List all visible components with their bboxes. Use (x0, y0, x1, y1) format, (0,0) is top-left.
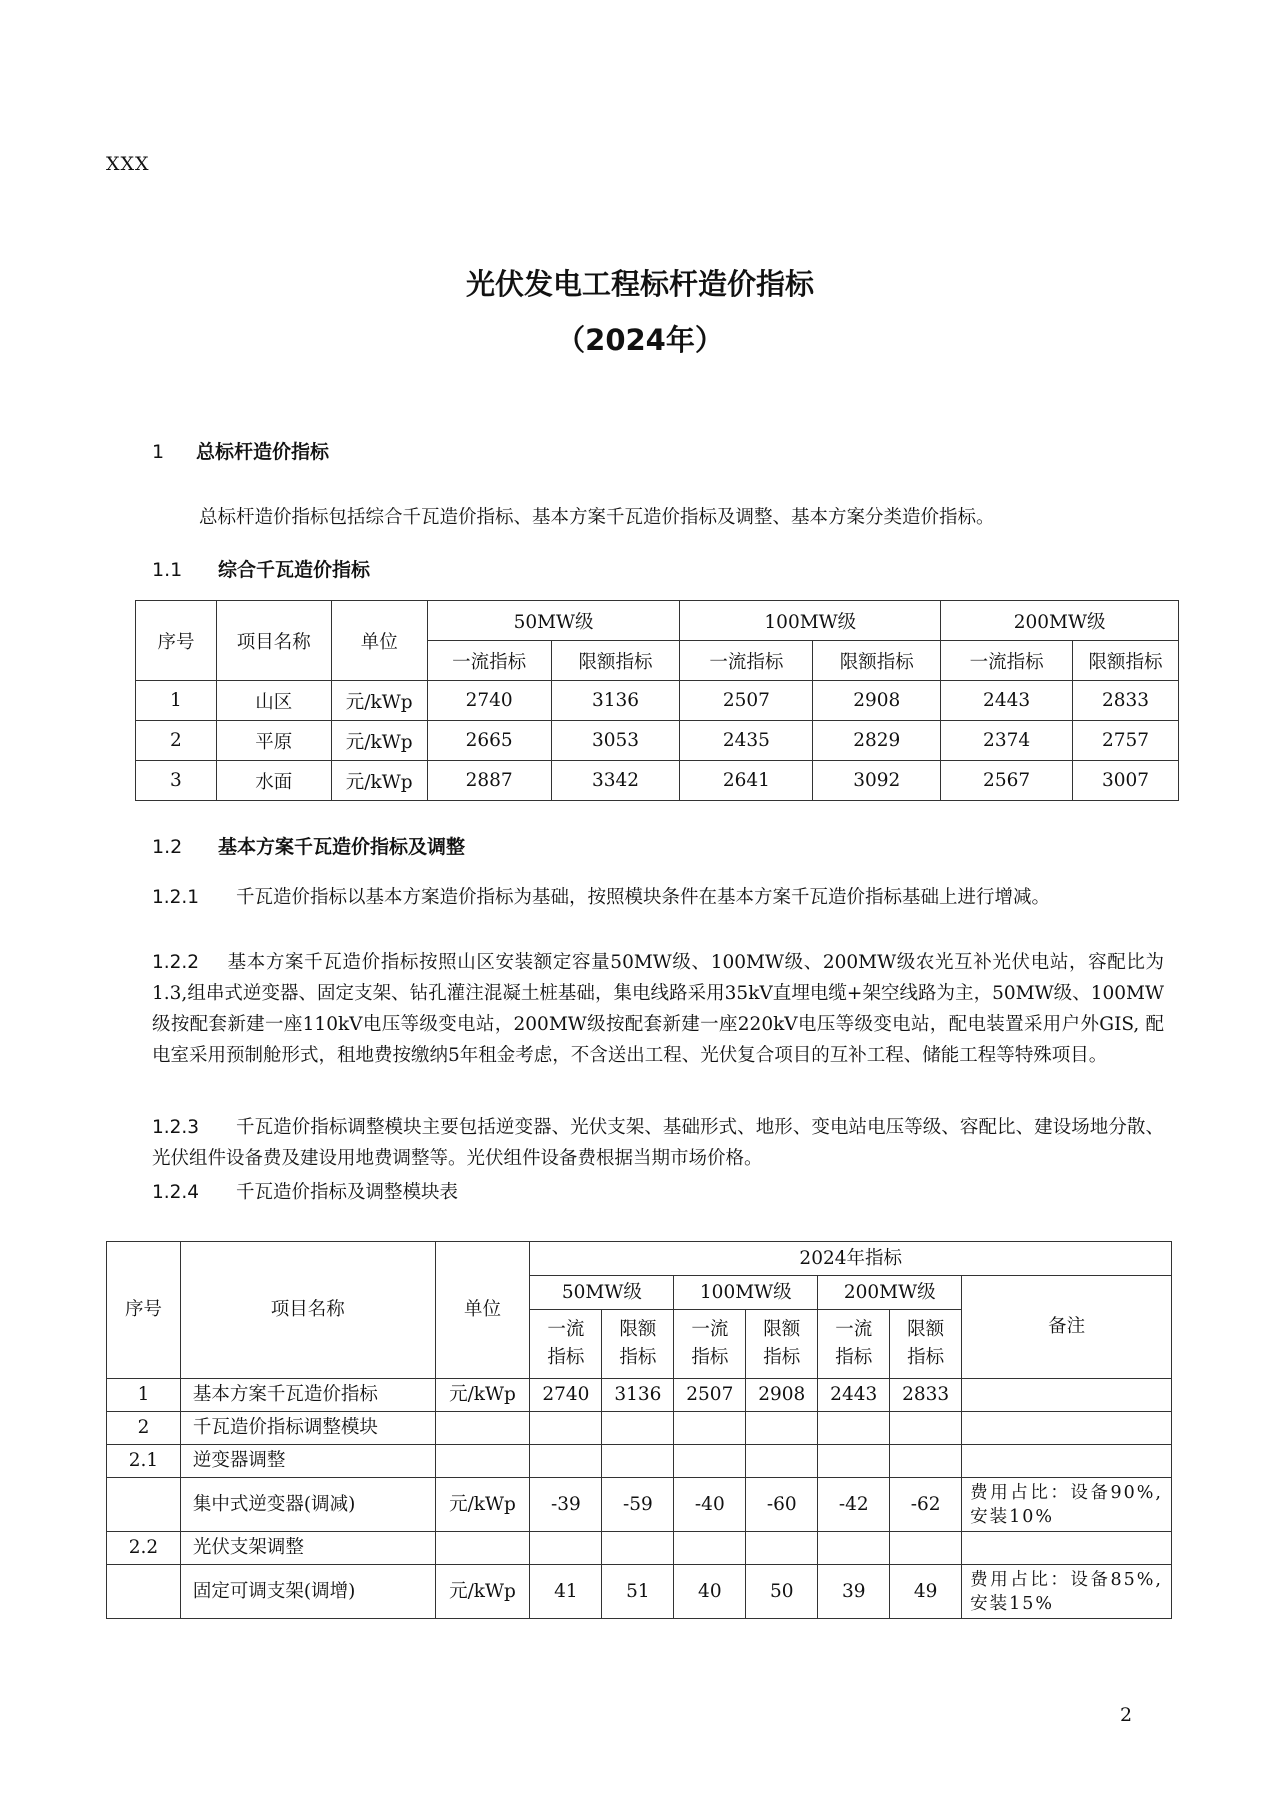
table-cell: 41 (530, 1565, 602, 1619)
table-cell: 2908 (813, 681, 941, 721)
table-cell: 2443 (941, 681, 1073, 721)
table-cell: 2757 (1073, 721, 1179, 761)
header-cell: 序号 (136, 601, 217, 681)
paragraph-text: 千瓦造价指标及调整模块表 (236, 1182, 459, 1203)
table-cell (818, 1412, 890, 1445)
page-number: 2 (1120, 1704, 1133, 1726)
table-cell (435, 1445, 530, 1478)
table-cell (746, 1412, 818, 1445)
document-title: 光伏发电工程标杆造价指标 (465, 267, 814, 301)
table-cell (890, 1412, 962, 1445)
header-cell: 一流指标 (530, 1310, 602, 1379)
paragraph-number: 1.2.2 (152, 952, 200, 973)
section-label: 总标杆造价指标 (196, 441, 330, 463)
header-cell: 限额指标 (890, 1310, 962, 1379)
section-1-intro: 总标杆造价指标包括综合千瓦造价指标、基本方案千瓦造价指标及调整、基本方案分类造价指标。 (199, 507, 995, 528)
table-cell: 元/kWp (331, 681, 427, 721)
table-cell: 3 (136, 761, 217, 801)
header-cell: 限额指标 (551, 641, 680, 681)
table-header-row (107, 1242, 1172, 1276)
table-row (107, 1445, 1172, 1478)
table-cell: 2.1 (107, 1445, 181, 1478)
table-cell: 3342 (551, 761, 680, 801)
table-cell: 2435 (680, 721, 813, 761)
table-row (107, 1412, 1172, 1445)
header-cell: 一流指标 (674, 1310, 746, 1379)
paragraph-text: 基本方案千瓦造价指标按照山区安装额定容量50MW级、100MW级、200MW级农光互补光伏电站，容配比为1.3,组串式逆变器、固定支架、钻孔灌注混凝土桩基础，集电线路采用35kV直埋电缆+架空线路为主，50MW级、100MW级按配套新建一座110kV电压等级变电站，200MW级按配套新建一座220kV电压等级变电站，配电装置采用户外GIS, 配电室采用预制舱形式，租地费按缴纳5年租金考虑，不含送出工程、光伏复合项目的互补工程、储能工程等特殊项目。 (152, 952, 1164, 1066)
table-cell (107, 1565, 181, 1619)
table-cell (530, 1532, 602, 1565)
table-cell (962, 1532, 1172, 1565)
header-mark: XXX (106, 153, 150, 175)
table-cell: 平原 (216, 721, 331, 761)
table-cell (674, 1532, 746, 1565)
table-cell: 2833 (890, 1379, 962, 1412)
table-cell: 逆变器调整 (180, 1445, 435, 1478)
table-cell (602, 1445, 674, 1478)
table-cell: 基本方案千瓦造价指标 (180, 1379, 435, 1412)
paragraph-number: 1.2.3 (152, 1117, 200, 1138)
header-cell: 一流指标 (818, 1310, 890, 1379)
document-subtitle: （2024年） (556, 323, 724, 357)
table-cell: -62 (890, 1478, 962, 1532)
header-cell: 一流指标 (427, 641, 551, 681)
header-cell: 200MW级 (941, 601, 1179, 641)
paragraph-number: 1.2.4 (152, 1182, 200, 1203)
table-cell: 3007 (1073, 761, 1179, 801)
table-cell: 水面 (216, 761, 331, 801)
paragraph-1-2-3 (152, 1112, 1164, 1174)
table-cell: 千瓦造价指标调整模块 (180, 1412, 435, 1445)
paragraph-text: 千瓦造价指标调整模块主要包括逆变器、光伏支架、基础形式、地形、变电站电压等级、容配比、建设场地分散、光伏组件设备费及建设用地费调整等。光伏组件设备费根据当期市场价格。 (152, 1117, 1164, 1169)
table-cell: 3053 (551, 721, 680, 761)
section-number: 1 (152, 441, 165, 463)
table-cell (530, 1445, 602, 1478)
table-cell: 3136 (551, 681, 680, 721)
paragraph-1-2-1 (152, 882, 1164, 913)
table-cell: 3092 (813, 761, 941, 801)
table-cell: 39 (818, 1565, 890, 1619)
header-cell: 序号 (107, 1242, 181, 1379)
header-cell: 限额指标 (813, 641, 941, 681)
table-cell (962, 1412, 1172, 1445)
table-cell (746, 1445, 818, 1478)
header-cell: 限额指标 (746, 1310, 818, 1379)
section-number: 1.2 (152, 836, 183, 858)
table-cell: -40 (674, 1478, 746, 1532)
header-cell: 200MW级 (818, 1276, 962, 1310)
table-cell-note: 费用占比：设备90%,安装10% (962, 1478, 1172, 1532)
table-cell (818, 1445, 890, 1478)
header-cell: 项目名称 (216, 601, 331, 681)
header-cell: 备注 (962, 1276, 1172, 1379)
table-cell: 40 (674, 1565, 746, 1619)
table-cell: 2829 (813, 721, 941, 761)
header-cell: 一流指标 (941, 641, 1073, 681)
table-cell: 1 (107, 1379, 181, 1412)
table-cell: 2887 (427, 761, 551, 801)
table-cell-note: 费用占比：设备85%,安装15% (962, 1565, 1172, 1619)
header-cell: 2024年指标 (530, 1242, 1172, 1276)
table-cell: 1 (136, 681, 217, 721)
section-1-heading (152, 437, 329, 464)
table-cell (890, 1445, 962, 1478)
table-cell: 集中式逆变器(调减) (180, 1478, 435, 1532)
header-cell: 50MW级 (530, 1276, 674, 1310)
header-cell: 100MW级 (680, 601, 941, 641)
table-cell: 元/kWp (331, 721, 427, 761)
table-cell: 2740 (530, 1379, 602, 1412)
section-number: 1.1 (152, 559, 183, 581)
table-cell (674, 1412, 746, 1445)
table-cell: 元/kWp (435, 1379, 530, 1412)
table-cell: 2740 (427, 681, 551, 721)
table-cell: -39 (530, 1478, 602, 1532)
header-cell: 项目名称 (180, 1242, 435, 1379)
table-cell: 2 (136, 721, 217, 761)
table-cell: 2.2 (107, 1532, 181, 1565)
table-row (107, 1532, 1172, 1565)
section-label: 基本方案千瓦造价指标及调整 (218, 836, 466, 858)
table-row (107, 1565, 1172, 1619)
header-cell: 50MW级 (427, 601, 680, 641)
table-cell: 2665 (427, 721, 551, 761)
table-cell (890, 1532, 962, 1565)
table-cell: 2641 (680, 761, 813, 801)
table-cell (962, 1379, 1172, 1412)
table-cell (962, 1445, 1172, 1478)
table-row (136, 721, 1179, 761)
table-cell (674, 1445, 746, 1478)
table-cell: 元/kWp (435, 1565, 530, 1619)
paragraph-number: 1.2.1 (152, 887, 200, 908)
section-label: 综合千瓦造价指标 (218, 559, 371, 581)
table-row (107, 1478, 1172, 1532)
table-cell: 50 (746, 1565, 818, 1619)
table-cell (818, 1532, 890, 1565)
table-cell: 元/kWp (435, 1478, 530, 1532)
table-cell (746, 1532, 818, 1565)
table-cell: 2833 (1073, 681, 1179, 721)
table-cell: 光伏支架调整 (180, 1532, 435, 1565)
table-row (136, 681, 1179, 721)
table-cell: 51 (602, 1565, 674, 1619)
header-cell: 限额指标 (1073, 641, 1179, 681)
table-cell: -42 (818, 1478, 890, 1532)
composite-cost-table (135, 600, 1179, 801)
header-cell: 单位 (331, 601, 427, 681)
paragraph-text: 千瓦造价指标以基本方案造价指标为基础，按照模块条件在基本方案千瓦造价指标基础上进行增减。 (236, 887, 1051, 908)
table-cell: 2374 (941, 721, 1073, 761)
adjustment-module-table (106, 1241, 1172, 1619)
paragraph-1-2-4 (152, 1177, 1164, 1208)
table-cell: 49 (890, 1565, 962, 1619)
table-cell (530, 1412, 602, 1445)
table-cell: 2908 (746, 1379, 818, 1412)
table-cell: 3136 (602, 1379, 674, 1412)
section-1-1-heading (152, 555, 370, 582)
table-cell: 2567 (941, 761, 1073, 801)
table-cell: 山区 (216, 681, 331, 721)
table-cell (602, 1412, 674, 1445)
header-cell: 单位 (435, 1242, 530, 1379)
table-cell: 2 (107, 1412, 181, 1445)
table-cell (435, 1412, 530, 1445)
table-cell: 2443 (818, 1379, 890, 1412)
table-cell (107, 1478, 181, 1532)
table-cell (435, 1532, 530, 1565)
header-cell: 限额指标 (602, 1310, 674, 1379)
table-cell (602, 1532, 674, 1565)
table-cell: -59 (602, 1478, 674, 1532)
section-1-2-heading (152, 832, 465, 859)
table-header-row (136, 601, 1179, 641)
table-cell: -60 (746, 1478, 818, 1532)
table-cell: 2507 (674, 1379, 746, 1412)
table-row (136, 761, 1179, 801)
table-row (107, 1379, 1172, 1412)
table-cell: 元/kWp (331, 761, 427, 801)
header-cell: 100MW级 (674, 1276, 818, 1310)
paragraph-1-2-2 (152, 947, 1164, 1071)
table-cell: 固定可调支架(调增) (180, 1565, 435, 1619)
table-cell: 2507 (680, 681, 813, 721)
header-cell: 一流指标 (680, 641, 813, 681)
